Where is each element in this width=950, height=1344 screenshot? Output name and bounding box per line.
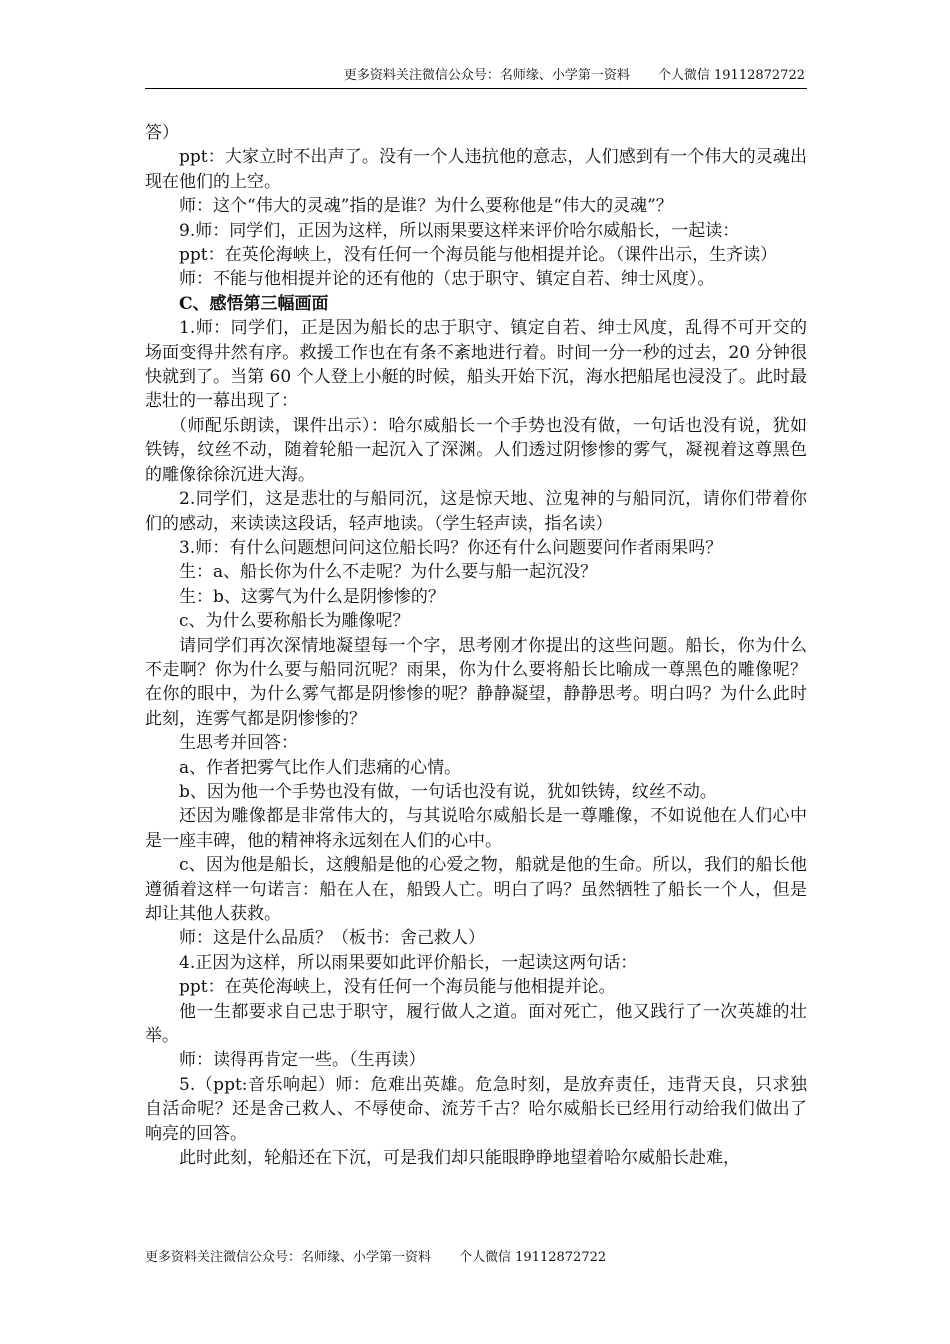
paragraph: 1.师：同学们，正是因为船长的忠于职守、镇定自若、绅士风度，乱得不可开交的场面变得井然有序。救援工作也在有条不紊地进行着。时间一分一秒的过去，20 分钟很快就到了。当第 60 个人登上小艇的时候，船头开始下沉，海水把船尾也浸没了。此时最悲壮的一幕出现了：: [145, 318, 807, 412]
paragraph: 此时此刻，轮船还在下沉，可是我们却只能眼睁睁地望着哈尔威船长赴难，: [179, 1148, 740, 1169]
paragraph: 生：a、船长你为什么不走呢？为什么要与船一起沉没？: [179, 562, 598, 583]
document-body: [145, 121, 807, 1170]
paragraph: 9.师：同学们，正因为这样，所以雨果要这样来评价哈尔威船长，一起读：: [179, 220, 740, 241]
header-source-text: 更多资料关注微信公众号：名师缘、小学第一资料: [343, 68, 630, 83]
paragraph: 5.（ppt:音乐响起）师：危难出英雄。危急时刻，是放弃责任，违背天良，只求独自活命呢？还是舍己救人、不辱使命、流芳千古？哈尔威船长已经用行动给我们做出了响亮的回答。: [145, 1074, 807, 1144]
page-header: [145, 66, 805, 86]
paragraph: （师配乐朗读，课件出示）：哈尔威船长一个手势也没有做，一句话也没有说，犹如铁铸，纹丝不动，随着轮船一起沉入了深渊。人们透过阴惨惨的雾气，凝视着这尊黑色的雕像徐徐沉进大海。: [145, 415, 807, 485]
paragraph: ppt：在英伦海峡上，没有任何一个海员能与他相提并论。（课件出示，生齐读）: [179, 245, 778, 266]
paragraph: 师：这是什么品质？（板书：舍己救人）: [179, 928, 485, 949]
paragraph: 他一生都要求自己忠于职守，履行做人之道。面对死亡，他又践行了一次英雄的壮举。: [145, 1001, 807, 1047]
paragraph: 答）: [145, 123, 179, 143]
footer-source-text: 更多资料关注微信公众号：名师缘、小学第一资料: [145, 1250, 432, 1265]
paragraph: 师：不能与他相提并论的还有他的（忠于职守、镇定自若、绅士风度）。: [179, 269, 715, 290]
paragraph: 4.正因为这样，所以雨果要如此评价船长，一起读这两句话：: [179, 952, 638, 973]
paragraph: ppt：在英伦海峡上，没有任何一个海员能与他相提并论。: [179, 977, 616, 998]
header-divider: [145, 88, 807, 89]
paragraph: c、因为他是船长，这艘船是他的心爱之物，船就是他的生命。所以，我们的船长他遵循着这样一句诺言：船在人在，船毁人亡。明白了吗？虽然牺牲了船长一个人，但是却让其他人获救。: [145, 855, 807, 924]
paragraph: 生思考并回答：: [179, 733, 298, 754]
paragraph: 还因为雕像都是非常伟大的，与其说哈尔威船长是一尊雕像，不如说他在人们心中是一座丰碑，他的精神将永远刻在人们的心中。: [145, 806, 807, 851]
paragraph: 2.同学们，这是悲壮的与船同沉，这是惊天地、泣鬼神的与船同沉，请你们带着你们的感动，来读读这段话，轻声地读。（学生轻声读，指名读）: [145, 489, 807, 534]
footer-wechat-text: 个人微信 19112872722: [459, 1250, 607, 1265]
paragraph: 师：这个“伟大的灵魂”指的是谁？为什么要称他是“伟大的灵魂”？: [179, 196, 673, 217]
paragraph: ppt：大家立时不出声了。没有一个人违抗他的意志，人们感到有一个伟大的灵魂出现在他们的上空。: [145, 147, 807, 192]
paragraph: c、为什么要称船长为雕像呢？: [179, 611, 410, 632]
section-heading: C、感悟第三幅画面: [179, 293, 329, 314]
paragraph: a、作者把雾气比作人们悲痛的心情。: [179, 757, 462, 778]
paragraph: b、因为他一个手势也没有做，一句话也没有说，犹如铁铸，纹丝不动。: [179, 781, 717, 802]
paragraph: 师：读得再肯定一些。（生再读）: [179, 1050, 426, 1071]
page-footer: [145, 1248, 705, 1268]
paragraph: 请同学们再次深情地凝望每一个字，思考刚才你提出的这些问题。船长，你为什么不走啊？你为什么要与船同沉呢？雨果，你为什么要将船长比喻成一尊黑色的雕像呢？在你的眼中，为什么雾气都是阴惨惨的呢？静静凝望，静静思考。明白吗？为什么此时此刻，连雾气都是阴惨惨的？: [145, 635, 807, 729]
paragraph: 生：b、这雾气为什么是阴惨惨的？: [179, 586, 445, 607]
paragraph: 3.师：有什么问题想问问这位船长吗？你还有什么问题要问作者雨果吗？: [179, 537, 723, 558]
header-wechat-text: 个人微信 19112872722: [657, 68, 805, 83]
